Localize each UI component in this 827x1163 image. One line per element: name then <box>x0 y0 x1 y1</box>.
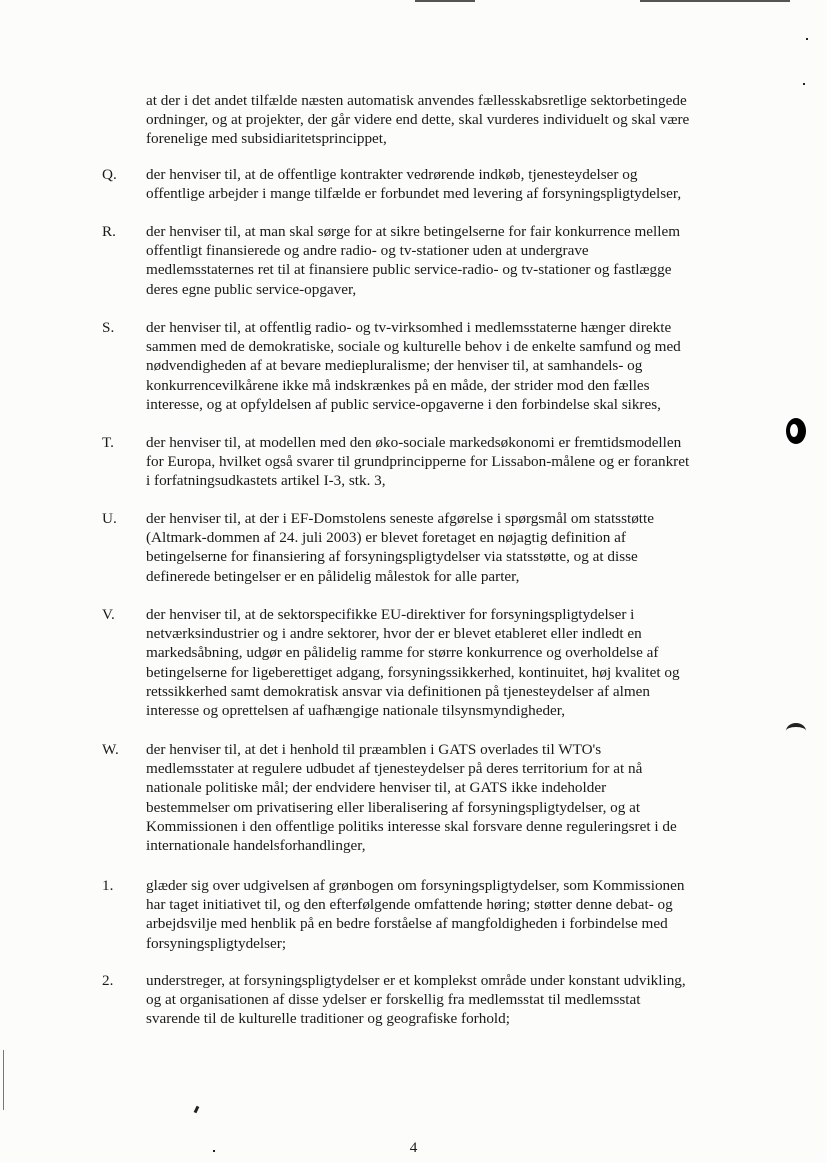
text-line: markedsåbning, udgør en pålidelig ramme for større konkurrence og overholdelse af <box>146 644 659 662</box>
text-line: forsyningspligtydelser; <box>146 934 287 952</box>
page-number: 4 <box>409 1139 418 1156</box>
item-marker: R. <box>102 223 116 240</box>
item-marker: U. <box>102 510 117 527</box>
text-line: Kommissionen i den offentlige politiks interesse skal forsvare denne reguleringsret i de <box>146 817 677 835</box>
text-line: interesse, og at opfyldelsen af public service-opgaverne i den forbindelse skal sikres, <box>146 395 661 413</box>
top-scan-rule <box>415 0 475 2</box>
text-line: svarende til de kulturelle traditioner og geografiske forhold; <box>146 1010 510 1028</box>
scan-speck <box>194 1106 200 1114</box>
text-line: og at organisationen af disse ydelser er forskellig fra medlemsstat til medlemsstat <box>146 991 641 1009</box>
item-text <box>146 222 766 299</box>
scan-speck <box>213 1150 215 1152</box>
item-marker: 2. <box>102 972 114 989</box>
item-text <box>146 740 766 855</box>
text-line: ordninger, og at projekter, der går videre end dette, skal vurderes individuelt og skal være <box>146 111 690 129</box>
item-text <box>146 318 766 414</box>
text-line: internationale handelsforhandlinger, <box>146 837 366 855</box>
text-line: deres egne public service-opgaver, <box>146 280 357 298</box>
item-marker: W. <box>102 741 119 758</box>
text-line: der henviser til, at de sektorspecifikke EU-direktiver for forsyningspligtydelser i <box>146 606 635 623</box>
text-line: arbejdsvilje med henblik på en bedre forståelse af mangfoldigheden i forbindelse med <box>146 915 668 933</box>
scan-edge-mark <box>3 1050 4 1110</box>
text-line: (Altmark-dommen af 24. juli 2003) er blevet foretaget en nøjagtig definition af <box>146 529 626 547</box>
text-line: for Europa, hvilket også svarer til grundprincipperne for Lissabon-målene og er forankret <box>146 453 690 471</box>
text-line: at der i det andet tilfælde næsten automatisk anvendes fællesskabsretlige sektorbetingede <box>146 92 687 109</box>
item-text <box>146 876 766 953</box>
text-line: konkurrencevilkårene ikke må indskrænkes på en måde, der strider mod den fælles <box>146 376 650 394</box>
text-line: definerede betingelser er en pålidelig målestok for alle parter, <box>146 567 520 585</box>
text-line: der henviser til, at offentlig radio- og tv-virksomhed i medlemsstaterne hænger direkte <box>146 319 672 336</box>
text-line: retssikkerhed samt demokratisk ansvar via definitionen på tjenesteydelser af almen <box>146 682 650 700</box>
item-text <box>146 509 766 586</box>
text-line: nationale politiske mål; der endvidere henviser til, at GATS ikke indeholder <box>146 779 607 797</box>
item-marker: S. <box>102 319 115 336</box>
text-line: sammen med de demokratiske, sociale og kulturelle behov i de enkelte samfund og med <box>146 338 681 356</box>
text-line: der henviser til, at man skal sørge for at sikre betingelserne for fair konkurrence mellem <box>146 223 681 240</box>
text-line: bestemmelser om privatisering eller liberalisering af forsyningspligtydelser, og at <box>146 798 641 816</box>
item-text <box>146 165 766 203</box>
item-marker: T. <box>102 434 114 451</box>
text-line: interesse og oprettelsen af uafhængige nationale tilsynsmyndigheder, <box>146 702 566 720</box>
text-line: der henviser til, at de offentlige kontrakter vedrørende indkøb, tjenesteydelser og <box>146 166 638 183</box>
item-marker: 1. <box>102 877 114 894</box>
item-marker: V. <box>102 606 115 623</box>
text-line: glæder sig over udgivelsen af grønbogen om forsyningspligtydelser, som Kommissionen <box>146 877 685 894</box>
scan-speck <box>806 38 808 40</box>
text-line: betingelserne for ligeberettiget adgang, forsyningssikkerhed, kontinuitet, høj kvalitet og <box>146 663 680 681</box>
text-line: forenelige med subsidiaritetsprincippet, <box>146 130 387 148</box>
text-line: medlemsstaternes ret til at finansiere public service-radio- og tv-stationer og fastlægge <box>146 261 672 279</box>
punch-hole-mark <box>786 418 806 444</box>
text-line: understreger, at forsyningspligtydelser er et komplekst område under konstant udvikling, <box>146 972 686 989</box>
text-line: nødvendigheden af at bevare mediepluralisme; der henviser til, at samhandels- og <box>146 357 643 375</box>
text-line: der henviser til, at der i EF-Domstolens seneste afgørelse i spørgsmål om statsstøtte <box>146 510 654 527</box>
item-text <box>146 605 766 720</box>
item-text <box>146 433 766 491</box>
scan-speck <box>803 83 805 85</box>
text-line: offentligt finansierede og andre radio- og tv-stationer uden at undergrave <box>146 242 589 260</box>
text-line: netværksindustrier og i andre sektorer, hvor der er blevet etableret eller indledt en <box>146 625 642 643</box>
punch-hole-mark <box>786 723 806 739</box>
top-scan-rule <box>640 0 790 2</box>
text-line: medlemsstater at regulere udbudet af tjenesteydelser på deres territorium for at nå <box>146 760 643 778</box>
continuation-paragraph <box>146 91 766 149</box>
text-line: i forfatningsudkastets artikel I-3, stk. 3, <box>146 472 386 490</box>
text-line: der henviser til, at det i henhold til præamblen i GATS overlades til WTO's <box>146 741 602 758</box>
text-line: betingelserne for finansiering af forsyningspligtydelser via statsstøtte, og at disse <box>146 548 638 566</box>
text-line: offentlige arbejder i mange tilfælde er forbundet med levering af forsyningspligtydelser, <box>146 185 682 203</box>
item-marker: Q. <box>102 166 117 183</box>
item-text <box>146 971 766 1029</box>
text-line: har taget initiativet til, og den efterfølgende omfattende høring; støtter denne debat- og <box>146 896 673 914</box>
text-line: der henviser til, at modellen med den øko-sociale markedsøkonomi er fremtidsmodellen <box>146 434 682 451</box>
